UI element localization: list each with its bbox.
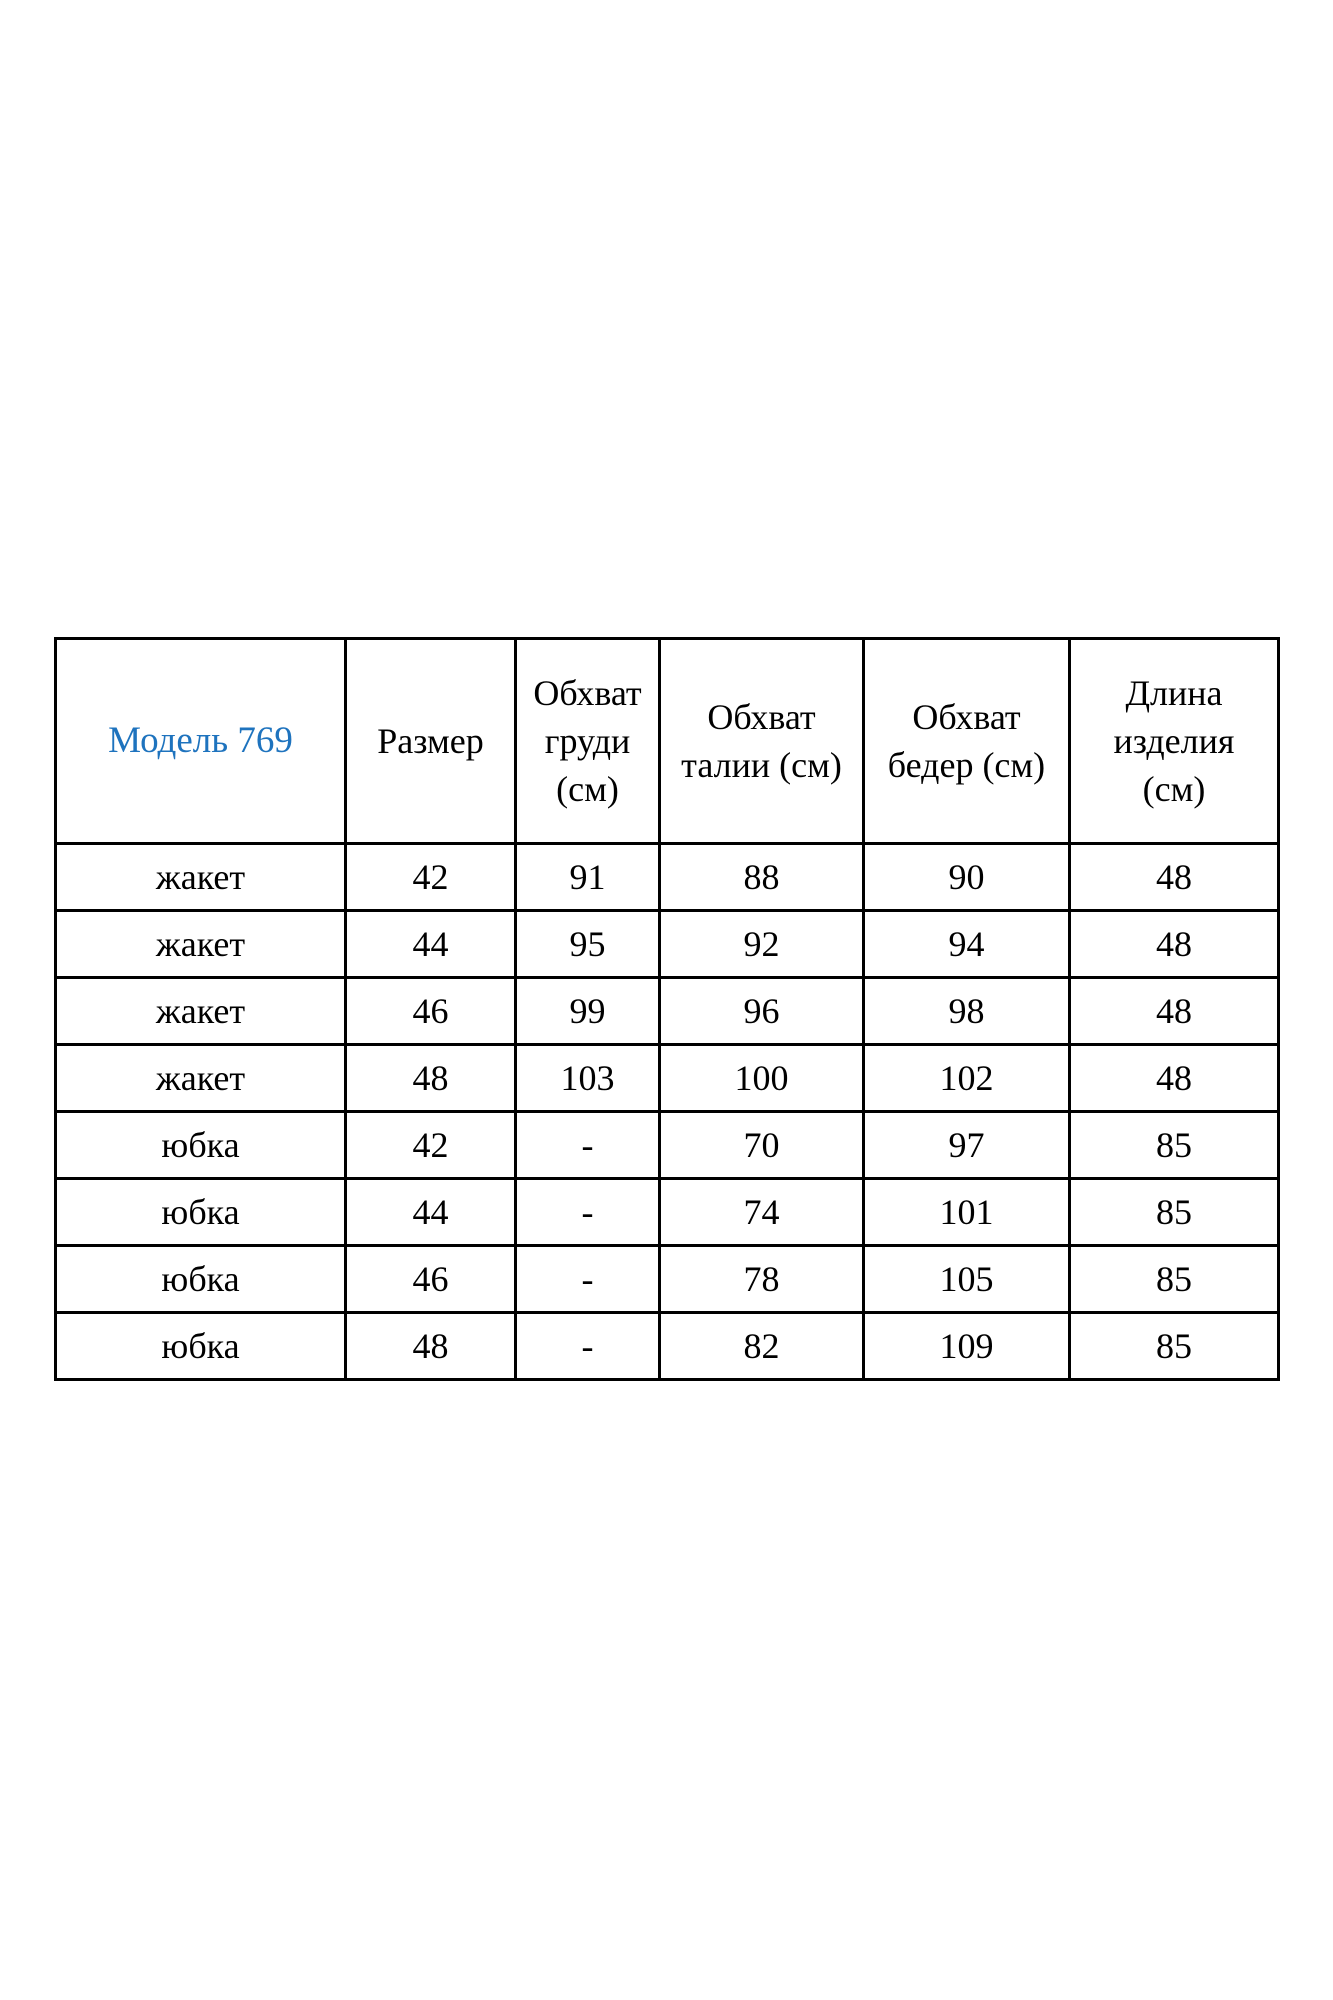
cell-item: жакет bbox=[56, 978, 346, 1045]
cell-chest: - bbox=[516, 1179, 660, 1246]
cell-item: юбка bbox=[56, 1246, 346, 1313]
cell-chest: - bbox=[516, 1313, 660, 1380]
cell-hips: 109 bbox=[864, 1313, 1070, 1380]
cell-hips: 94 bbox=[864, 911, 1070, 978]
cell-chest: 95 bbox=[516, 911, 660, 978]
cell-length: 85 bbox=[1070, 1246, 1279, 1313]
header-size bbox=[346, 639, 516, 844]
header-waist-line: талии (см) bbox=[681, 745, 842, 785]
header-length bbox=[1070, 639, 1279, 844]
cell-size: 42 bbox=[346, 844, 516, 911]
cell-waist: 96 bbox=[660, 978, 864, 1045]
table-row bbox=[56, 1112, 1279, 1179]
table-row bbox=[56, 844, 1279, 911]
table-row bbox=[56, 1179, 1279, 1246]
cell-length: 48 bbox=[1070, 911, 1279, 978]
cell-hips: 102 bbox=[864, 1045, 1070, 1112]
table-row bbox=[56, 1246, 1279, 1313]
header-chest-line: груди bbox=[544, 721, 631, 761]
cell-size: 44 bbox=[346, 1179, 516, 1246]
cell-waist: 88 bbox=[660, 844, 864, 911]
cell-length: 85 bbox=[1070, 1179, 1279, 1246]
cell-item: жакет bbox=[56, 1045, 346, 1112]
cell-waist: 100 bbox=[660, 1045, 864, 1112]
table-row bbox=[56, 1045, 1279, 1112]
header-length-line: Длина bbox=[1125, 673, 1223, 713]
cell-size: 46 bbox=[346, 978, 516, 1045]
header-hips-line: Обхват bbox=[912, 697, 1021, 737]
cell-length: 85 bbox=[1070, 1313, 1279, 1380]
table-row bbox=[56, 1313, 1279, 1380]
cell-length: 85 bbox=[1070, 1112, 1279, 1179]
header-chest-line: Обхват bbox=[533, 673, 642, 713]
header-chest bbox=[516, 639, 660, 844]
cell-chest: - bbox=[516, 1112, 660, 1179]
size-chart-table bbox=[54, 637, 1280, 1381]
cell-waist: 92 bbox=[660, 911, 864, 978]
cell-length: 48 bbox=[1070, 844, 1279, 911]
cell-waist: 70 bbox=[660, 1112, 864, 1179]
header-waist-line: Обхват bbox=[707, 697, 816, 737]
header-row bbox=[56, 639, 1279, 844]
cell-size: 48 bbox=[346, 1045, 516, 1112]
cell-size: 42 bbox=[346, 1112, 516, 1179]
cell-waist: 74 bbox=[660, 1179, 864, 1246]
header-waist bbox=[660, 639, 864, 844]
cell-size: 44 bbox=[346, 911, 516, 978]
header-size-line: Размер bbox=[377, 721, 484, 761]
cell-chest: 103 bbox=[516, 1045, 660, 1112]
cell-item: жакет bbox=[56, 844, 346, 911]
cell-waist: 78 bbox=[660, 1246, 864, 1313]
header-length-line: изделия bbox=[1113, 721, 1235, 761]
cell-item: юбка bbox=[56, 1313, 346, 1380]
cell-hips: 105 bbox=[864, 1246, 1070, 1313]
cell-hips: 101 bbox=[864, 1179, 1070, 1246]
cell-hips: 90 bbox=[864, 844, 1070, 911]
cell-length: 48 bbox=[1070, 978, 1279, 1045]
cell-item: юбка bbox=[56, 1112, 346, 1179]
header-chest-line: (см) bbox=[556, 769, 619, 809]
cell-item: жакет bbox=[56, 911, 346, 978]
cell-size: 46 bbox=[346, 1246, 516, 1313]
model-label: Модель 769 bbox=[56, 639, 346, 844]
cell-item: юбка bbox=[56, 1179, 346, 1246]
cell-hips: 98 bbox=[864, 978, 1070, 1045]
table-row bbox=[56, 911, 1279, 978]
cell-size: 48 bbox=[346, 1313, 516, 1380]
cell-chest: 91 bbox=[516, 844, 660, 911]
table-row bbox=[56, 978, 1279, 1045]
header-length-line: (см) bbox=[1142, 769, 1206, 809]
header-hips bbox=[864, 639, 1070, 844]
header-hips-line: бедер (см) bbox=[887, 745, 1046, 785]
cell-chest: 99 bbox=[516, 978, 660, 1045]
cell-hips: 97 bbox=[864, 1112, 1070, 1179]
cell-chest: - bbox=[516, 1246, 660, 1313]
cell-waist: 82 bbox=[660, 1313, 864, 1380]
cell-length: 48 bbox=[1070, 1045, 1279, 1112]
